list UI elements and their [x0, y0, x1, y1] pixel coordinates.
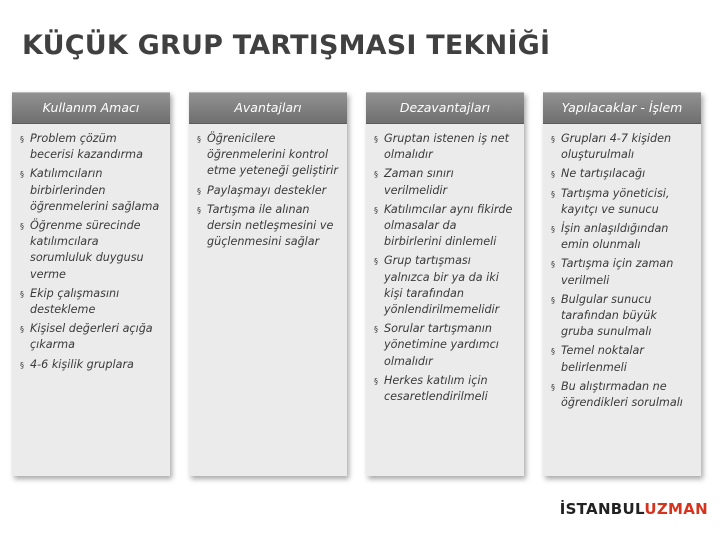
list-item: [20, 166, 162, 215]
column-header: Kullanım Amacı: [12, 92, 170, 124]
list-item-text: 4-6 kişilik gruplara: [30, 357, 134, 371]
list-item: [20, 286, 162, 318]
bullet-icon: §: [20, 222, 24, 232]
list-item: [374, 253, 516, 318]
logo-text-istanbul: İSTANBUL: [559, 500, 645, 518]
bullet-icon: §: [374, 257, 378, 267]
list-item-text: Öğrenme sürecinde katılımcılara sorumluluk duygusu verme: [30, 219, 144, 281]
list-item-text: Tartışma ile alınan dersin netleşmesini ve güçlenmesini sağlar: [207, 202, 334, 249]
list-item-text: Tartışma için zaman verilmeli: [561, 257, 674, 287]
bullet-icon: §: [551, 135, 555, 144]
list-item: [551, 131, 693, 163]
list-item: [197, 131, 339, 180]
list-item-text: Bu alıştırmadan ne öğrendikleri sorulmalı: [561, 379, 683, 410]
list-item-text: Ne tartışılacağı: [561, 167, 646, 181]
column-kullanim-amaci: [12, 92, 170, 476]
bullet-icon: §: [551, 347, 555, 357]
list-item: [197, 183, 339, 199]
list-item: [551, 186, 693, 218]
list-item-text: Temel noktalar belirlenmeli: [561, 344, 644, 374]
column-dezavantajlari: [366, 92, 524, 476]
list-item-text: Tartışma yöneticisi, kayıtçı ve sunucu: [561, 186, 670, 216]
list-item: [551, 343, 693, 375]
column-items: [551, 131, 693, 411]
list-item-text: Zaman sınırı verilmelidir: [384, 167, 454, 197]
list-item-text: Katılımcıların birbirlerinden öğrenmelerini sağlama: [30, 167, 160, 213]
bullet-icon: §: [374, 325, 378, 335]
bullet-icon: §: [20, 289, 24, 299]
bullet-icon: §: [20, 360, 24, 370]
list-item-text: Ekip çalışmasını destekleme: [30, 286, 120, 317]
bullet-icon: §: [551, 260, 555, 270]
bullet-icon: §: [197, 186, 201, 196]
bullet-icon: §: [20, 170, 24, 180]
list-item-text: Sorular tartışmanın yönetimine yardımcı olmalıdır: [384, 322, 499, 368]
bullet-icon: §: [551, 189, 555, 199]
column-items: [197, 131, 339, 250]
list-item-text: Katılımcılar aynı fikirde olmasalar da birbirlerini dinlemeli: [384, 202, 513, 249]
column-avantajlari: [189, 92, 347, 476]
bullet-icon: §: [374, 170, 378, 180]
column-yapilacaklar-islem: [543, 92, 701, 476]
list-item-text: Problem çözüm becerisi kazandırma: [30, 132, 143, 162]
list-item-text: İşin anlaşıldığından emin olunmalı: [561, 222, 669, 252]
bullet-icon: §: [197, 205, 201, 215]
column-header: Dezavantajları: [366, 92, 524, 124]
bullet-icon: §: [551, 382, 555, 392]
column-items: [374, 131, 516, 405]
list-item: [374, 166, 516, 198]
list-item: [20, 218, 162, 283]
bullet-icon: §: [551, 295, 555, 305]
slide-title: KÜÇÜK GRUP TARTIŞMASI TEKNİĞİ: [22, 30, 551, 61]
list-item: [20, 321, 162, 353]
list-item-text: Kişisel değerleri açığa çıkarma: [30, 322, 153, 352]
list-item: [551, 166, 693, 182]
list-item-text: Grup tartışması yalnızca bir ya da iki kişi tarafından yönlendirilmemelidir: [384, 254, 500, 317]
bullet-icon: §: [374, 376, 378, 386]
list-item-text: Grupları 4-7 kişiden oluşturulmalı: [561, 132, 672, 162]
list-item-text: Paylaşmayı destekler: [207, 183, 327, 197]
list-item: [374, 202, 516, 251]
list-item: [551, 256, 693, 288]
column-header: Avantajları: [189, 92, 347, 124]
list-item: [551, 292, 693, 341]
list-item-text: Öğrenicilere öğrenmelerini kontrol etme yeteneği geliştirir: [207, 132, 338, 178]
bullet-icon: §: [374, 135, 378, 144]
bullet-icon: §: [551, 170, 555, 180]
list-item-text: Herkes katılım için cesaretlendirilmeli: [384, 373, 488, 404]
bullet-icon: §: [374, 205, 378, 215]
column-header: Yapılacaklar - İşlem: [543, 92, 701, 124]
list-item: [374, 131, 516, 163]
istanbul-uzman-logo: [560, 500, 708, 518]
bullet-icon: §: [197, 135, 201, 144]
list-item: [551, 379, 693, 411]
list-item: [20, 131, 162, 163]
column-items: [20, 131, 162, 373]
bullet-icon: §: [20, 325, 24, 335]
list-item-text: Gruptan istenen iş net olmalıdır: [384, 132, 510, 162]
list-item: [20, 357, 162, 373]
bullet-icon: §: [20, 135, 24, 144]
list-item: [551, 221, 693, 253]
list-item-text: Bulgular sunucu tarafından büyük gruba sunulmalı: [561, 292, 657, 339]
logo-text-uzman: UZMAN: [644, 500, 708, 518]
list-item: [374, 373, 516, 405]
bullet-icon: §: [551, 225, 555, 235]
list-item: [197, 202, 339, 251]
list-item: [374, 321, 516, 370]
